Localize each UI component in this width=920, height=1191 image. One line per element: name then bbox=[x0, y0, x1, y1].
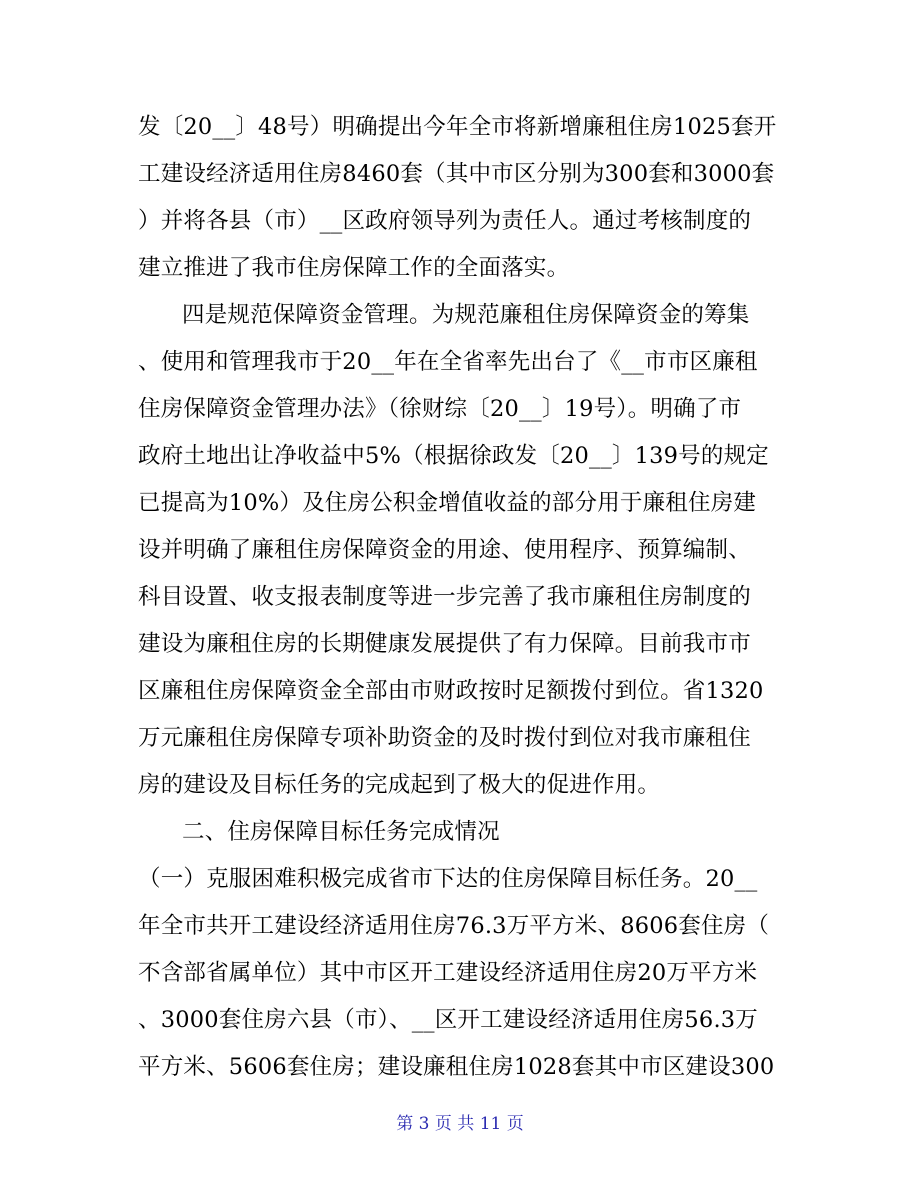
text-line: 建立推进了我市住房保障工作的全面落实。 bbox=[138, 255, 570, 281]
text-line: 年全市共开工建设经济适用住房76.3万平方米、8606套住房（ bbox=[138, 913, 770, 939]
text-line: 不含部省属单位）其中市区开工建设经济适用住房20万平方米 bbox=[138, 960, 758, 986]
section-heading: 二、住房保障目标任务完成情况 bbox=[182, 819, 500, 845]
paragraph-first-line: 四是规范保障资金管理。为规范廉租住房保障资金的筹集 bbox=[182, 302, 750, 328]
text-line: 住房保障资金管理办法》（徐财综〔20__〕19号）。明确了市 bbox=[138, 396, 742, 422]
text-line: 、3000套住房六县（市）、__区开工建设经济适用住房56.3万 bbox=[138, 1007, 759, 1033]
text-line: 工建设经济适用住房8460套（其中市区分别为300套和3000套 bbox=[138, 161, 775, 187]
text-line: 发〔20__〕48号）明确提出今年全市将新增廉租住房1025套开 bbox=[138, 114, 777, 140]
text-line: 已提高为10%）及住房公积金增值收益的部分用于廉租住房建 bbox=[138, 490, 757, 516]
text-line: 设并明确了廉租住房保障资金的用途、使用程序、预算编制、 bbox=[138, 537, 751, 563]
text-line: 政府土地出让净收益中5%（根据徐政发〔20__〕139号的规定 bbox=[138, 443, 769, 469]
text-line: 、使用和管理我市于20__年在全省率先出台了《__市市区廉租 bbox=[138, 349, 758, 375]
subsection-first-line: （一）克服困难积极完成省市下达的住房保障目标任务。20__ bbox=[138, 866, 758, 892]
text-line: 平方米、5606套住房；建设廉租住房1028套其中市区建设300 bbox=[138, 1054, 775, 1080]
text-line: 万元廉租住房保障专项补助资金的及时拨付到位对我市廉租住 bbox=[138, 725, 751, 751]
body-text bbox=[138, 104, 798, 1091]
text-line: ）并将各县（市）__区政府领导列为责任人。通过考核制度的 bbox=[138, 208, 752, 234]
text-line: 建设为廉租住房的长期健康发展提供了有力保障。目前我市市 bbox=[138, 631, 751, 657]
text-line: 房的建设及目标任务的完成起到了极大的促进作用。 bbox=[138, 772, 661, 798]
page-number-footer: 第 3 页 共 11 页 bbox=[396, 1114, 524, 1134]
text-line: 区廉租住房保障资金全部由市财政按时足额拨付到位。省1320 bbox=[138, 678, 764, 704]
text-line: 科目设置、收支报表制度等进一步完善了我市廉租住房制度的 bbox=[138, 584, 751, 610]
